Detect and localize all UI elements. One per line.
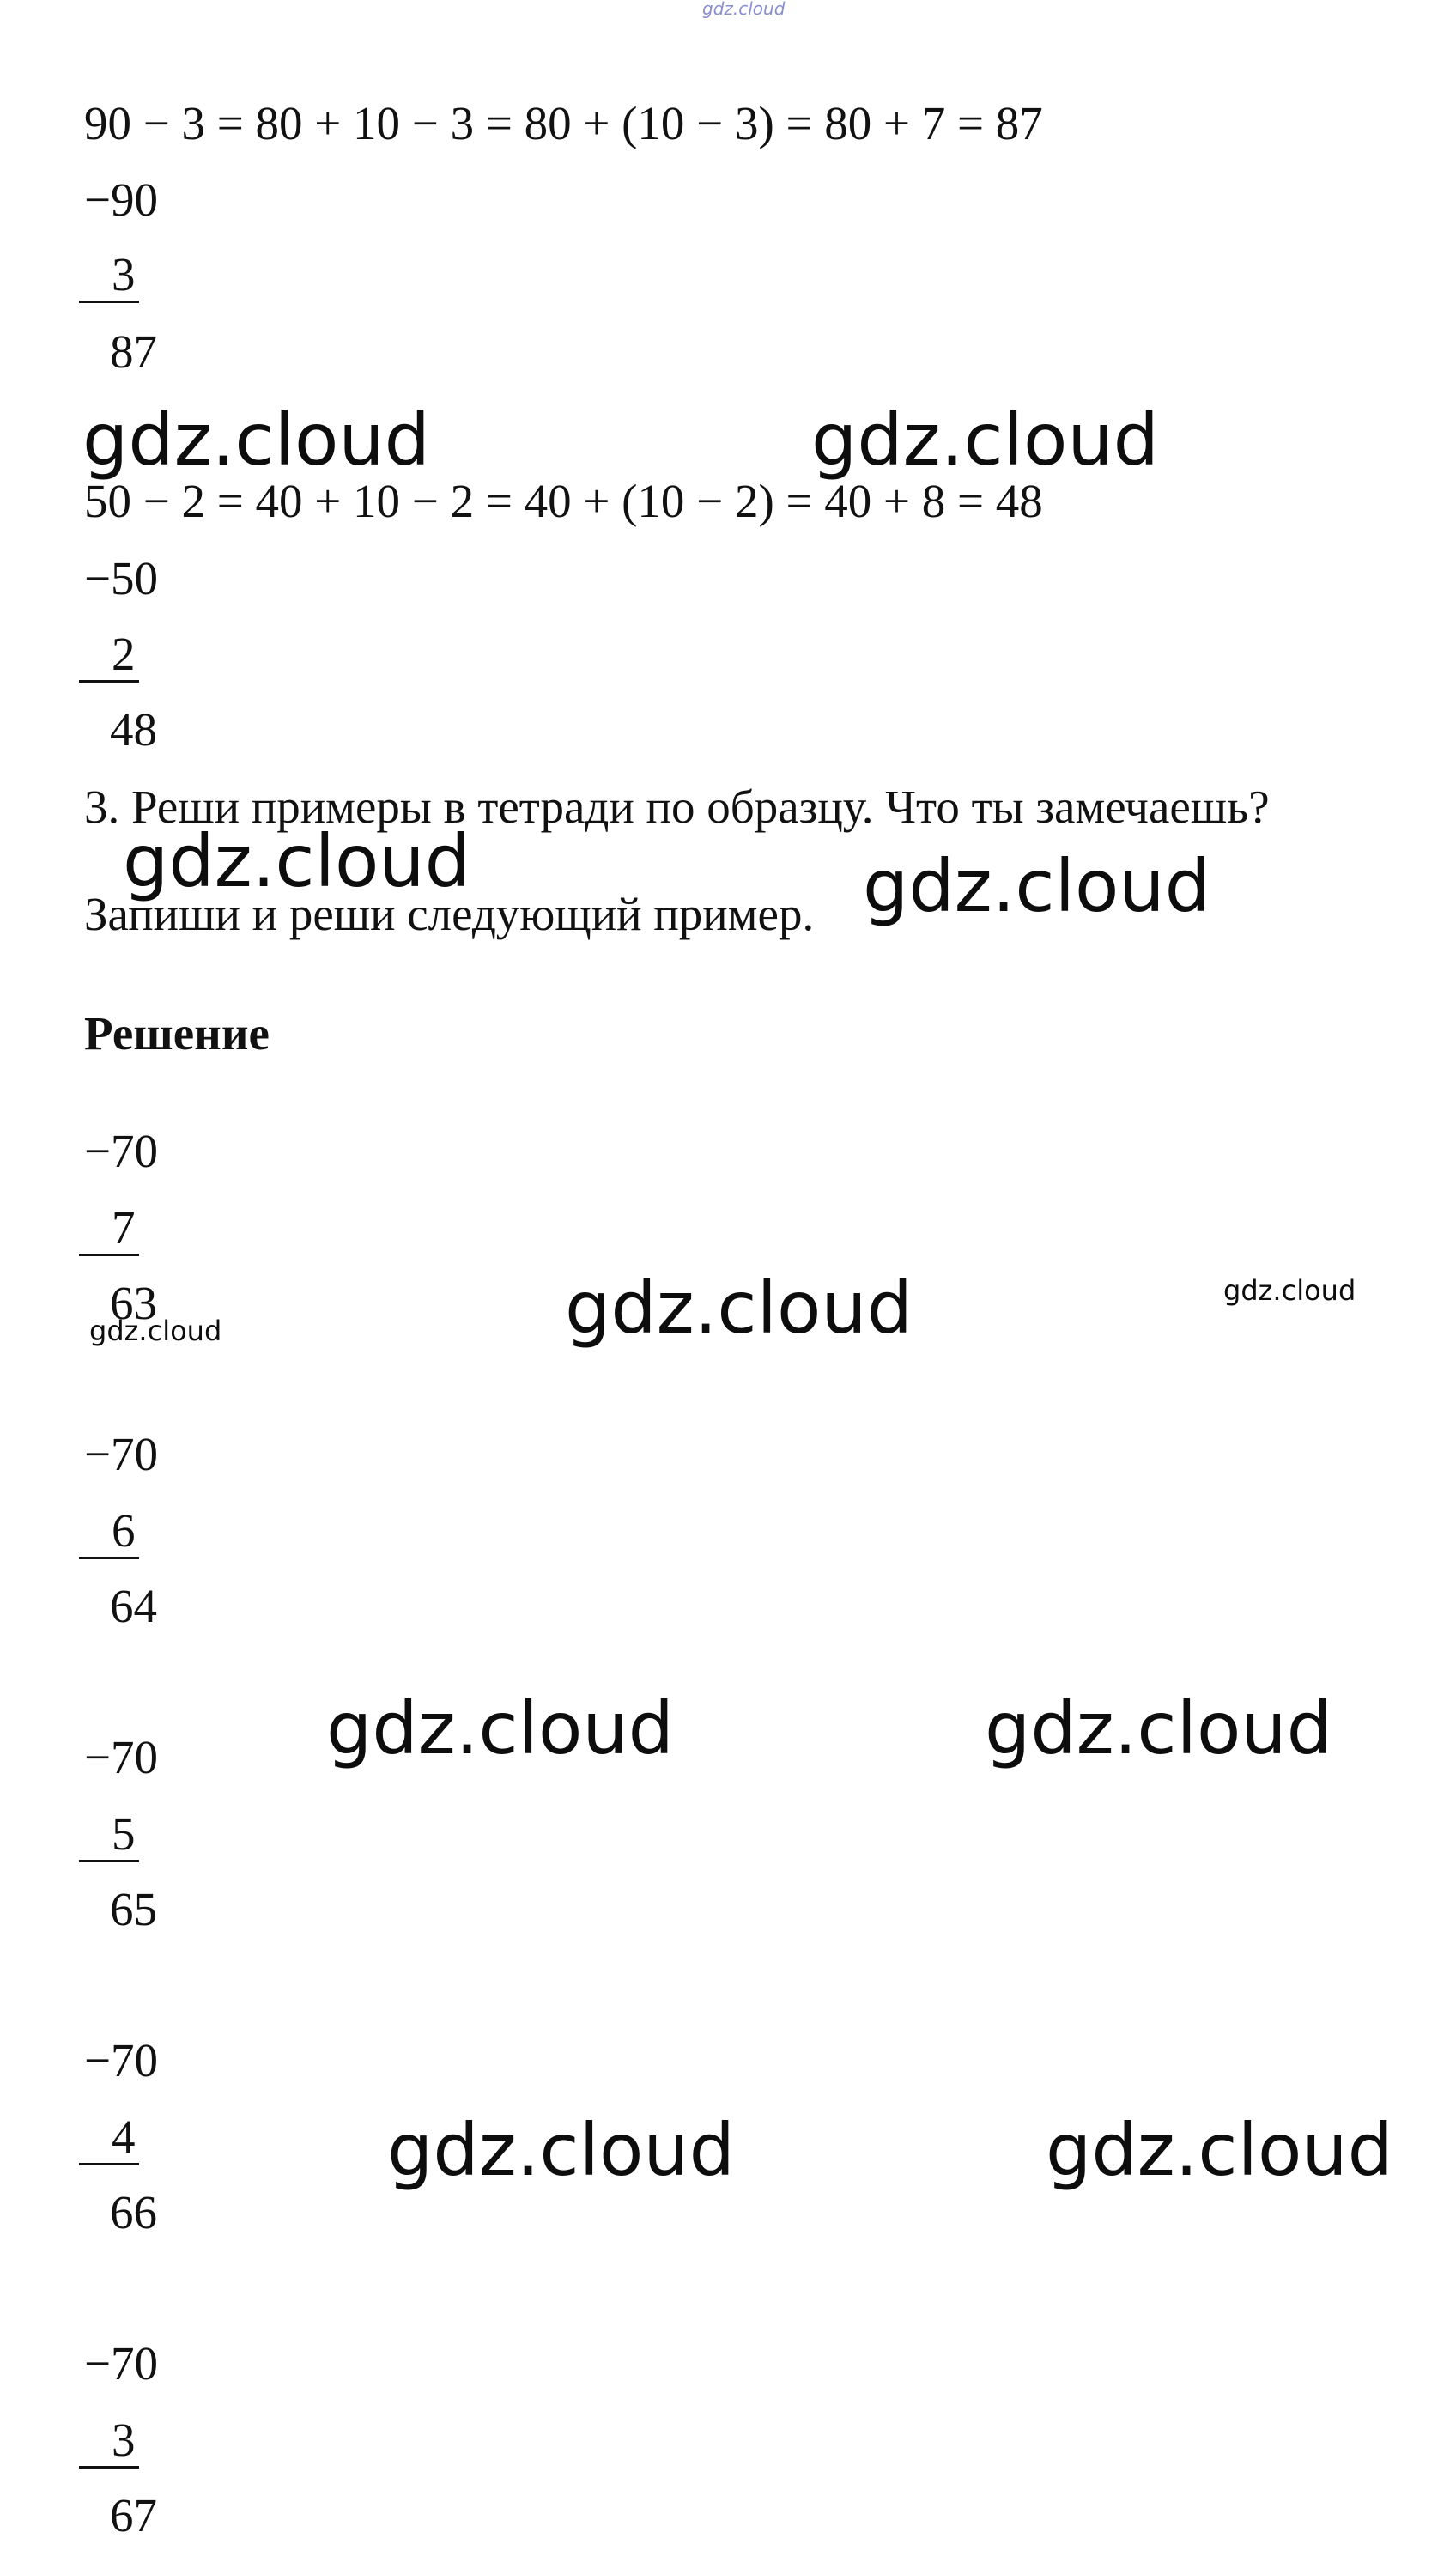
watermark: gdz.cloud (89, 1315, 222, 1347)
column4-subtrahend-value: 4 (79, 2110, 139, 2165)
column5-result: 67 (110, 2489, 157, 2542)
example2-minuend: −50 (84, 552, 159, 604)
column3-result: 65 (110, 1883, 157, 1935)
column5-subtrahend (79, 2414, 139, 2466)
column2-subtrahend-value: 6 (79, 1504, 139, 1559)
column3-subtrahend-value: 5 (79, 1807, 139, 1862)
column2-minuend: −70 (84, 1428, 159, 1480)
example2-subtrahend (79, 628, 139, 680)
solution-heading: Решение (84, 1007, 270, 1060)
watermark: gdz.cloud (123, 819, 470, 903)
example1-subtrahend (79, 248, 139, 301)
column1-subtrahend-value: 7 (79, 1201, 139, 1256)
task-line-1: 3. Реши примеры в тетради по образцу. Что ты замечаешь? (84, 780, 1270, 833)
watermark: gdz.cloud (985, 1686, 1332, 1770)
column3-minuend: −70 (84, 1731, 159, 1783)
example2-equation: 50 − 2 = 40 + 10 − 2 = 40 + (10 − 2) = 40 + 8 = 48 (84, 475, 1043, 527)
column3-subtrahend (79, 1807, 139, 1860)
column1-result: 63 (110, 1277, 157, 1329)
watermark: gdz.cloud (387, 2108, 735, 2192)
column5-minuend: −70 (84, 2337, 159, 2390)
example1-equation: 90 − 3 = 80 + 10 − 3 = 80 + (10 − 3) = 80 + 7 = 87 (84, 97, 1043, 149)
column2-subtrahend (79, 1504, 139, 1557)
column5-subtrahend-value: 3 (79, 2414, 139, 2469)
example1-minuend: −90 (84, 173, 159, 226)
example1-result: 87 (110, 325, 157, 378)
watermark: gdz.cloud (1223, 1274, 1356, 1307)
watermark: gdz.cloud (863, 844, 1210, 928)
watermark: gdz.cloud (82, 398, 430, 482)
column2-result: 64 (110, 1580, 157, 1632)
task-line-2: Запиши и реши следующий пример. (84, 888, 815, 940)
example2-subtrahend-value: 2 (79, 628, 139, 683)
example1-subtrahend-value: 3 (79, 248, 139, 303)
column4-subtrahend (79, 2110, 139, 2163)
column1-minuend: −70 (84, 1125, 159, 1177)
watermark: gdz.cloud (326, 1686, 674, 1770)
watermark: gdz.cloud (811, 398, 1159, 482)
watermark: gdz.cloud (1046, 2108, 1393, 2192)
top-watermark: gdz.cloud (702, 0, 786, 19)
column4-result: 66 (110, 2186, 157, 2238)
column4-minuend: −70 (84, 2034, 159, 2086)
watermark: gdz.cloud (565, 1266, 913, 1350)
column1-subtrahend (79, 1201, 139, 1254)
example2-result: 48 (110, 703, 157, 756)
